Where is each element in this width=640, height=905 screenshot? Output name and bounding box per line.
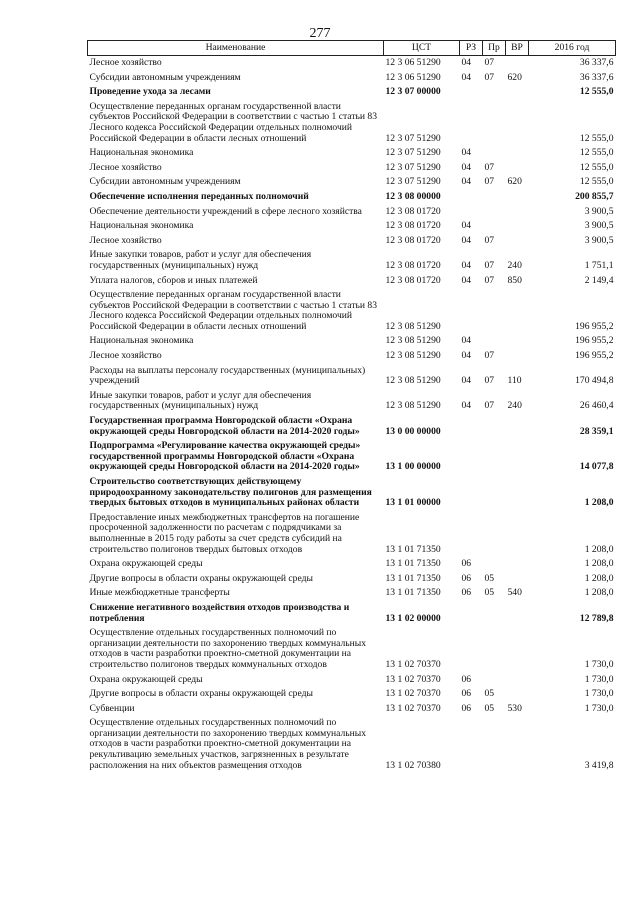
row-vr xyxy=(506,85,529,100)
row-pr: 05 xyxy=(484,572,495,584)
row-vr xyxy=(506,334,529,349)
row-sum: 1 208,0 xyxy=(584,558,614,570)
header-name: Наименование xyxy=(88,41,384,56)
row-sum: 196 955,2 xyxy=(575,335,614,347)
row-cst: 13 1 02 70370 xyxy=(385,673,441,685)
row-pr xyxy=(483,205,506,220)
row-rz: 04 xyxy=(461,335,472,347)
header-cst: ЦСТ xyxy=(384,41,460,56)
row-pr xyxy=(483,190,506,205)
row-cst: 12 3 07 51290 xyxy=(385,176,441,188)
table-row xyxy=(88,475,616,511)
header-sum: 2016 год xyxy=(529,41,616,56)
row-pr xyxy=(483,626,506,672)
row-sum: 28 359,1 xyxy=(579,425,614,437)
budget-table xyxy=(87,40,616,773)
row-rz xyxy=(460,414,483,439)
row-rz: 04 xyxy=(461,375,472,387)
table-row xyxy=(88,161,616,176)
row-pr xyxy=(483,601,506,626)
header-pr: Пр xyxy=(483,41,506,56)
row-rz: 06 xyxy=(461,572,472,584)
row-sum: 36 337,6 xyxy=(579,57,614,68)
row-rz: 04 xyxy=(461,57,472,68)
header-rz: РЗ xyxy=(460,41,483,56)
row-sum: 14 077,8 xyxy=(579,461,614,473)
row-name: Другие вопросы в области охраны окружающей среды xyxy=(89,688,313,700)
table-row xyxy=(88,100,616,146)
row-pr: 07 xyxy=(484,57,495,68)
row-name: Предоставление иных межбюджетных трансфертов на погашение просроченной задолженности по расчетам с подрядчиками за выполненные в 2015 году работы за счет средств субсидий на строительство полигонов твердых бытовых отходов xyxy=(89,511,360,555)
row-rz: 04 xyxy=(461,147,472,159)
row-vr xyxy=(506,146,529,161)
row-sum: 170 494,8 xyxy=(575,375,614,387)
row-sum: 2 149,4 xyxy=(584,274,614,286)
table-body xyxy=(88,56,616,774)
row-vr xyxy=(506,349,529,364)
table-row xyxy=(88,557,616,572)
row-vr xyxy=(506,439,529,475)
row-sum: 196 955,2 xyxy=(575,350,614,362)
row-name: Строительство соответствующих действующему природоохранному законодательству полигонов для размещения твердых бытовых отходов в муниципальных районах области xyxy=(89,476,372,509)
table-row xyxy=(88,511,616,557)
row-sum: 3 900,5 xyxy=(584,234,614,246)
row-vr: 110 xyxy=(507,375,522,387)
row-name: Осуществление переданных органам государственной власти субъектов Российской Федерации в соответствии с частью 1 статьи 83 Лесного кодекса Российской Федерации отдельных полномочий Российской Федерации в области лесных отношений xyxy=(89,100,378,144)
row-sum: 200 855,7 xyxy=(575,190,614,202)
row-cst: 12 3 08 01720 xyxy=(385,205,441,217)
row-name: Другие вопросы в области охраны окружающей среды xyxy=(89,572,313,584)
row-sum: 1 730,0 xyxy=(584,658,614,670)
row-rz xyxy=(460,205,483,220)
row-cst: 13 1 00 00000 xyxy=(385,461,441,473)
table-row xyxy=(88,389,616,414)
row-rz: 04 xyxy=(461,234,472,246)
row-sum: 1 208,0 xyxy=(584,587,614,599)
row-cst: 13 1 01 71350 xyxy=(385,587,441,599)
table-row xyxy=(88,586,616,601)
row-name: Лесное хозяйство xyxy=(89,57,162,68)
row-name: Охрана окружающей среды xyxy=(89,673,203,685)
row-name: Субсидии автономным учреждениям xyxy=(89,176,241,188)
row-pr: 05 xyxy=(484,688,495,700)
row-vr xyxy=(506,687,529,702)
table-row xyxy=(88,288,616,334)
row-cst: 12 3 08 51290 xyxy=(385,400,441,412)
row-pr: 07 xyxy=(484,71,495,83)
row-name: Проведение ухода за лесами xyxy=(89,86,211,98)
row-cst: 12 3 08 01720 xyxy=(385,274,441,286)
table-row xyxy=(88,219,616,234)
row-name: Национальная экономика xyxy=(89,147,194,159)
row-name: Снижение негативного воздействия отходов производства и потребления xyxy=(89,601,350,624)
row-cst: 12 3 08 51290 xyxy=(385,375,441,387)
row-name: Подпрограмма «Регулирование качества окружающей среды» государственной программы Новгородской области «Охрана окружающей среды Новгородской области на 2014-2020 годы» xyxy=(89,440,361,473)
row-vr xyxy=(506,572,529,587)
row-sum: 1 208,0 xyxy=(584,497,614,509)
header-row xyxy=(88,41,616,56)
row-name: Обеспечение деятельности учреждений в сфере лесного хозяйства xyxy=(89,205,362,217)
table-row xyxy=(88,175,616,190)
row-sum: 1 730,0 xyxy=(584,702,614,714)
row-rz xyxy=(460,626,483,672)
row-rz xyxy=(460,511,483,557)
row-sum: 196 955,2 xyxy=(575,320,614,332)
row-vr xyxy=(506,475,529,511)
table-row xyxy=(88,248,616,273)
row-rz: 06 xyxy=(461,673,472,685)
row-sum: 12 555,0 xyxy=(579,176,614,188)
row-pr: 07 xyxy=(484,259,495,271)
table-row xyxy=(88,716,616,773)
row-rz: 04 xyxy=(461,274,472,286)
table-row xyxy=(88,601,616,626)
row-pr: 05 xyxy=(484,702,495,714)
row-rz: 06 xyxy=(461,558,472,570)
row-pr xyxy=(483,146,506,161)
table-row xyxy=(88,414,616,439)
row-cst: 12 3 08 51290 xyxy=(385,350,441,362)
row-pr xyxy=(483,414,506,439)
row-name: Лесное хозяйство xyxy=(89,350,162,362)
table-row xyxy=(88,190,616,205)
row-vr xyxy=(506,716,529,773)
table-row xyxy=(88,364,616,389)
row-sum: 3 900,5 xyxy=(584,220,614,232)
row-cst: 12 3 08 51290 xyxy=(385,335,441,347)
row-sum: 12 555,0 xyxy=(579,147,614,159)
row-cst: 12 3 07 51290 xyxy=(385,161,441,173)
row-rz xyxy=(460,100,483,146)
row-cst: 13 1 02 70370 xyxy=(385,688,441,700)
table-header xyxy=(88,41,616,56)
row-vr xyxy=(506,288,529,334)
row-vr xyxy=(506,557,529,572)
row-rz xyxy=(460,190,483,205)
row-pr: 07 xyxy=(484,234,495,246)
row-rz xyxy=(460,288,483,334)
row-cst: 13 1 02 70370 xyxy=(385,702,441,714)
row-vr xyxy=(506,673,529,688)
table-row xyxy=(88,274,616,289)
row-cst: 12 3 08 00000 xyxy=(385,190,441,202)
page-number: 277 xyxy=(309,26,331,41)
row-name: Национальная экономика xyxy=(89,335,194,347)
row-rz: 06 xyxy=(461,702,472,714)
row-sum: 1 751,1 xyxy=(584,259,614,271)
row-rz: 06 xyxy=(461,688,472,700)
row-name: Обеспечение исполнения переданных полномочий xyxy=(89,190,309,202)
row-vr: 240 xyxy=(507,400,522,412)
row-vr xyxy=(506,190,529,205)
row-pr xyxy=(483,100,506,146)
row-sum: 12 555,0 xyxy=(579,161,614,173)
row-sum: 3 900,5 xyxy=(584,205,614,217)
row-sum: 1 208,0 xyxy=(584,572,614,584)
row-cst: 12 3 08 01720 xyxy=(385,234,441,246)
row-cst: 12 3 06 51290 xyxy=(385,71,441,83)
row-name: Иные межбюджетные трансферты xyxy=(89,587,230,599)
row-vr: 620 xyxy=(507,176,522,188)
row-name: Субвенции xyxy=(89,702,135,714)
row-name: Лесное хозяйство xyxy=(89,161,162,173)
row-pr xyxy=(483,511,506,557)
row-rz: 06 xyxy=(461,587,472,599)
row-pr: 07 xyxy=(484,400,495,412)
table-row xyxy=(88,234,616,249)
row-vr: 530 xyxy=(507,702,522,714)
table-row xyxy=(88,626,616,672)
row-name: Осуществление отдельных государственных полномочий по организации деятельности по захоронению твердых коммунальных отходов в части разработки проектно-сметной документации на строительство полигонов твердых коммунальных отходов xyxy=(89,627,367,670)
row-pr: 07 xyxy=(484,176,495,188)
row-name: Осуществление отдельных государственных полномочий по организации деятельности по захоронению твердых коммунальных отходов в части разработки проектно-сметной документации на рекультивацию земельных участков, загрязненных в результате расположения на них объектов размещения отходов xyxy=(89,717,367,771)
row-sum: 12 555,0 xyxy=(579,132,614,144)
row-rz xyxy=(460,601,483,626)
row-rz: 04 xyxy=(461,176,472,188)
row-vr: 620 xyxy=(507,71,522,83)
table-row xyxy=(88,349,616,364)
row-rz: 04 xyxy=(461,350,472,362)
row-cst: 13 1 01 71350 xyxy=(385,543,441,555)
row-vr xyxy=(506,234,529,249)
row-pr: 07 xyxy=(484,375,495,387)
row-cst: 12 3 07 51290 xyxy=(385,132,441,144)
row-rz: 04 xyxy=(461,161,472,173)
row-vr: 240 xyxy=(507,259,522,271)
row-cst: 13 1 02 00000 xyxy=(385,612,441,624)
row-name: Субсидии автономным учреждениям xyxy=(89,71,241,83)
row-rz xyxy=(460,85,483,100)
table-row xyxy=(88,205,616,220)
row-pr: 07 xyxy=(484,274,495,286)
row-pr xyxy=(483,475,506,511)
table-row xyxy=(88,71,616,86)
row-cst: 13 1 01 00000 xyxy=(385,497,441,509)
row-pr xyxy=(483,334,506,349)
row-name: Иные закупки товаров, работ и услуг для обеспечения государственных (муниципальных) нужд xyxy=(89,389,312,412)
row-name: Осуществление переданных органам государственной власти субъектов Российской Федерации в соответствии с частью 1 статьи 83 Лесного кодекса Российской Федерации отдельных полномочий Российской Федерации в области лесных отношений xyxy=(89,289,378,332)
table-row xyxy=(88,572,616,587)
row-name: Государственная программа Новгородской области «Охрана окружающей среды Новгородской области на 2014-2020 годы» xyxy=(89,415,360,437)
row-name: Охрана окружающей среды xyxy=(89,558,203,570)
row-sum: 12 555,0 xyxy=(579,86,614,98)
row-name: Иные закупки товаров, работ и услуг для обеспечения государственных (муниципальных) нужд xyxy=(89,249,312,271)
row-rz xyxy=(460,439,483,475)
row-cst: 12 3 08 51290 xyxy=(385,320,441,332)
row-cst: 12 3 08 01720 xyxy=(385,220,441,232)
table-row xyxy=(88,85,616,100)
table-row xyxy=(88,702,616,717)
row-name: Уплата налогов, сборов и иных платежей xyxy=(89,274,258,286)
row-rz: 04 xyxy=(461,220,472,232)
row-cst: 12 3 07 00000 xyxy=(385,86,441,98)
table-row xyxy=(88,673,616,688)
row-sum: 26 460,4 xyxy=(579,400,614,412)
table-row xyxy=(88,56,616,71)
row-sum: 1 730,0 xyxy=(584,688,614,700)
row-vr xyxy=(506,161,529,176)
row-cst: 12 3 08 01720 xyxy=(385,259,441,271)
row-vr xyxy=(506,100,529,146)
row-cst: 13 1 02 70370 xyxy=(385,658,441,670)
row-pr: 07 xyxy=(484,350,495,362)
row-name: Расходы на выплаты персоналу государственных (муниципальных) учреждений xyxy=(89,364,366,387)
row-pr xyxy=(483,439,506,475)
row-pr xyxy=(483,557,506,572)
row-sum: 12 789,8 xyxy=(579,612,614,624)
row-vr xyxy=(506,414,529,439)
row-pr xyxy=(483,716,506,773)
row-rz: 04 xyxy=(461,400,472,412)
row-pr xyxy=(483,85,506,100)
row-vr: 850 xyxy=(507,274,522,286)
header-vr: ВР xyxy=(506,41,529,56)
row-sum: 1 730,0 xyxy=(584,673,614,685)
row-pr xyxy=(483,288,506,334)
table-row xyxy=(88,439,616,475)
row-sum: 1 208,0 xyxy=(584,543,614,555)
row-vr xyxy=(506,626,529,672)
row-rz xyxy=(460,716,483,773)
row-name: Национальная экономика xyxy=(89,220,194,232)
row-pr: 05 xyxy=(484,587,495,599)
table-row xyxy=(88,687,616,702)
table-row xyxy=(88,146,616,161)
row-pr xyxy=(483,219,506,234)
row-name: Лесное хозяйство xyxy=(89,234,162,246)
row-rz: 04 xyxy=(461,71,472,83)
row-sum: 3 419,8 xyxy=(584,759,614,771)
row-cst: 12 3 07 51290 xyxy=(385,147,441,159)
row-rz xyxy=(460,475,483,511)
row-sum: 36 337,6 xyxy=(579,71,614,83)
row-vr xyxy=(506,511,529,557)
row-rz: 04 xyxy=(461,259,472,271)
row-pr: 07 xyxy=(484,161,495,173)
row-cst: 13 0 00 00000 xyxy=(385,425,441,437)
row-cst: 13 1 01 71350 xyxy=(385,558,441,570)
row-vr xyxy=(506,601,529,626)
row-vr xyxy=(506,56,529,71)
row-cst: 13 1 02 70380 xyxy=(385,759,441,771)
row-pr xyxy=(483,673,506,688)
row-cst: 12 3 06 51290 xyxy=(385,57,441,68)
row-vr xyxy=(506,219,529,234)
row-vr: 540 xyxy=(507,587,522,599)
table-row xyxy=(88,334,616,349)
row-cst: 13 1 01 71350 xyxy=(385,572,441,584)
row-vr xyxy=(506,205,529,220)
